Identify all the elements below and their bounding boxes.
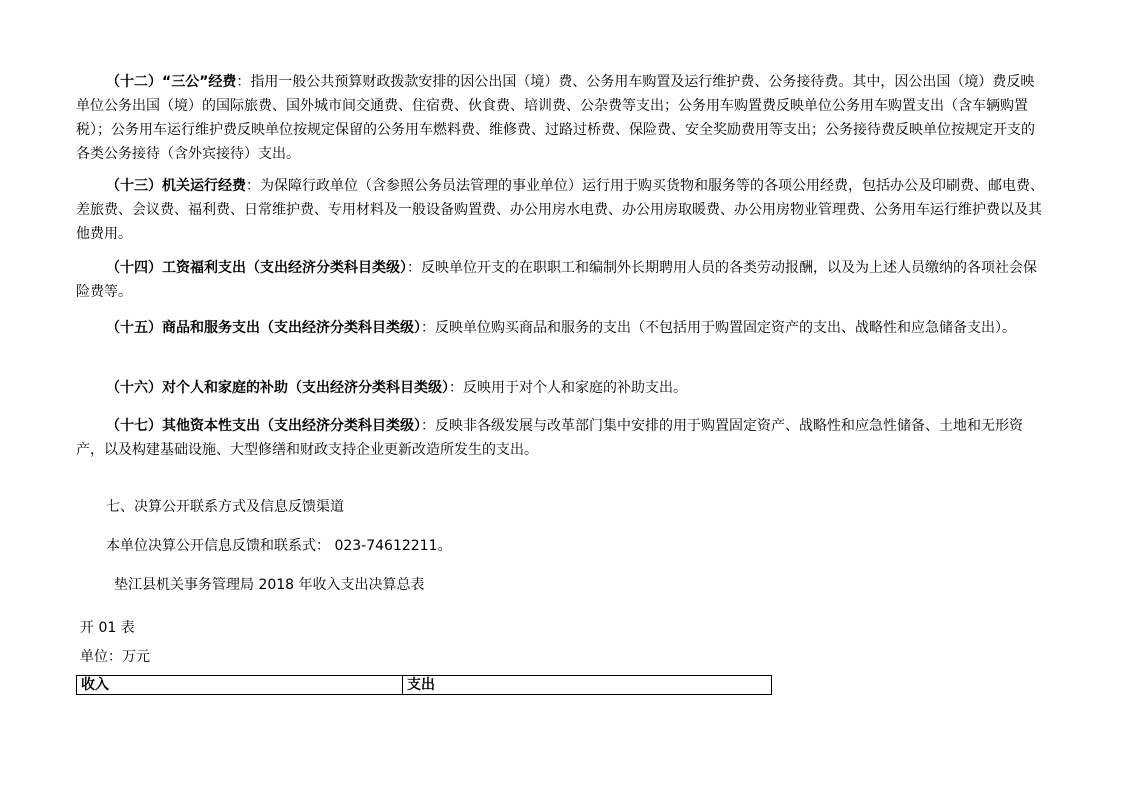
table-unit: 单位：万元 [80, 649, 150, 665]
definition-term: （十三）机关运行经费 [106, 178, 246, 194]
definition-term: （十五）商品和服务支出（支出经济分类科目类级） [106, 320, 421, 336]
definition-term: （十七）其他资本性支出（支出经济分类科目类级） [106, 418, 421, 434]
definition-item [76, 376, 1048, 400]
definition-item [76, 256, 1048, 304]
definition-item [76, 174, 1048, 246]
section-heading: 七、决算公开联系方式及信息反馈渠道 [106, 499, 344, 515]
column-header-expense: 支出 [407, 677, 435, 693]
column-header-income: 收入 [77, 676, 403, 694]
table-title: 垫江县机关事务管理局 2018 年收入支出决算总表 [114, 577, 425, 593]
definition-item [76, 70, 1048, 166]
definition-text: ：反映单位购买商品和服务的支出（不包括用于购置固定资产的支出、战略性和应急储备支出）。 [421, 320, 1016, 336]
definition-term: （十六）对个人和家庭的补助（支出经济分类科目类级） [106, 380, 449, 396]
contact-line: 本单位决算公开信息反馈和联系式： 023-74612211。 [106, 538, 452, 554]
table-code: 开 01 表 [80, 620, 135, 636]
summary-table-header [76, 675, 772, 695]
definition-item [76, 414, 1048, 462]
definition-item [76, 316, 1048, 340]
definition-text: ：反映用于对个人和家庭的补助支出。 [449, 380, 687, 396]
definition-text: ：反映单位开支的在职职工和编制外长期聘用人员的各类劳动报酬，以及为上述人员缴纳的各项社会保险费等。 [76, 260, 1037, 300]
definition-term: （十四）工资福利支出（支出经济分类科目类级） [106, 260, 407, 276]
definition-text: ：反映非各级发展与改革部门集中安排的用于购置固定资产、战略性和应急性储备、土地和无形资产，以及构建基础设施、大型修缮和财政支持企业更新改造所发生的支出。 [76, 418, 1023, 458]
definition-text: ：指用一般公共预算财政拨款安排的因公出国（境）费、公务用车购置及运行维护费、公务接待费。其中，因公出国（境）费反映单位公务出国（境）的国际旅费、国外城市间交通费、住宿费、伙食费、培训费、公杂费等支出；公务用车购置费反映单位公务用车购置支出（含车辆购置税）；公务用车运行维护费反映单位按规定保留的公务用车燃料费、维修费、过路过桥费、保险费、安全奖励费用等支出；公务接待费反映单位按规定开支的各类公务接待（含外宾接待）支出。 [76, 74, 1035, 162]
definition-term: （十二）“三公”经费 [106, 74, 237, 90]
definition-text: ：为保障行政单位（含参照公务员法管理的事业单位）运行用于购买货物和服务等的各项公用经费，包括办公及印刷费、邮电费、差旅费、会议费、福利费、日常维护费、专用材料及一般设备购置费、办公用房水电费、办公用房取暖费、办公用房物业管理费、公务用车运行维护费以及其他费用。 [76, 178, 1044, 242]
